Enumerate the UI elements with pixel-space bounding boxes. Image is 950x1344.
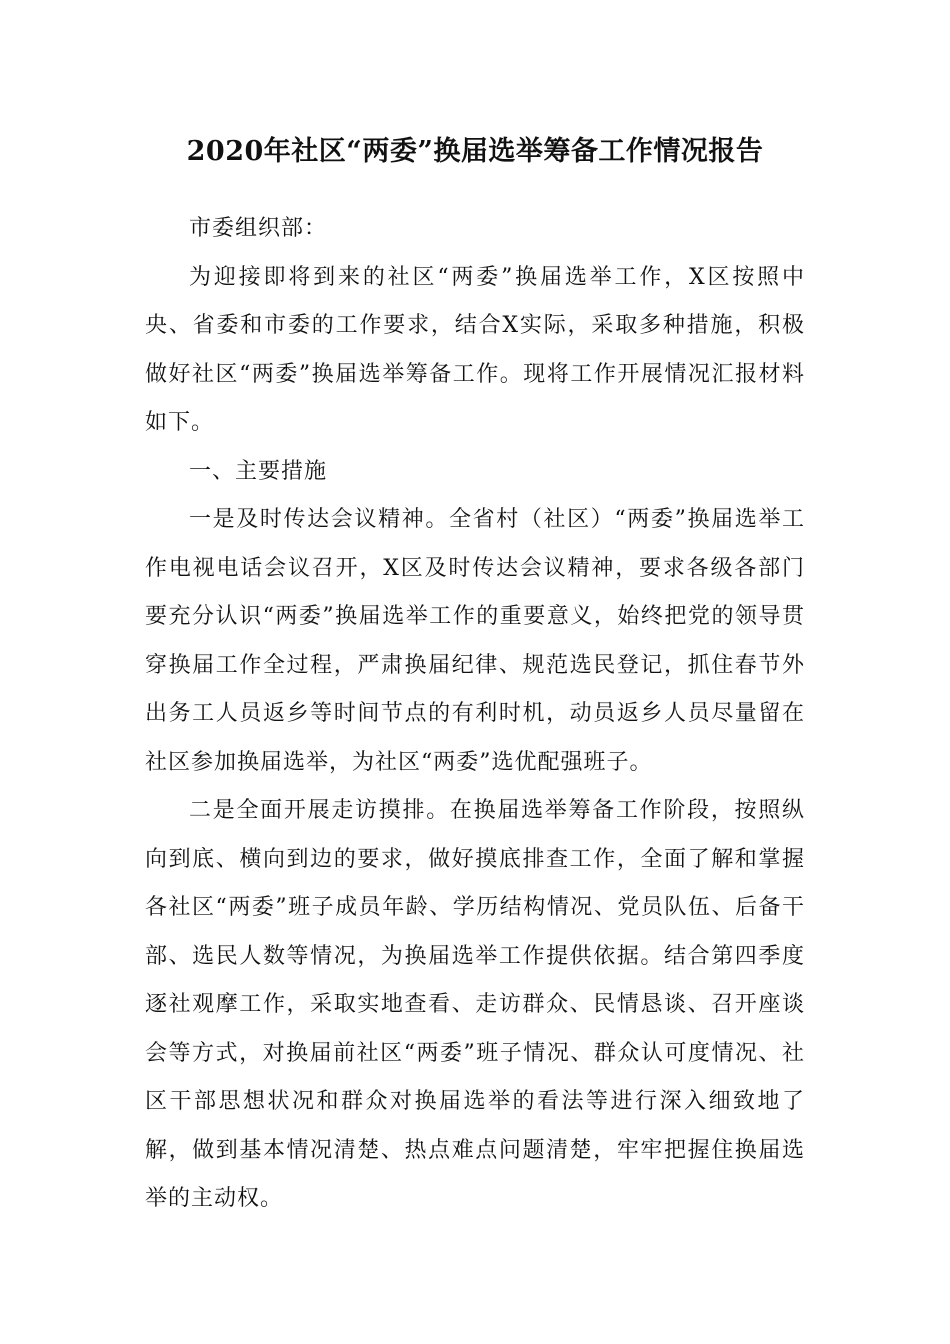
paragraph-measure-2: 二是全面开展走访摸排。在换届选举筹备工作阶段，按照纵向到底、横向到边的要求，做好摸底排查工作，全面了解和掌握各社区“两委”班子成员年龄、学历结构情况、党员队伍、后备干部、选民人数等情况，为换届选举工作提供依据。结合第四季度逐社观摩工作，采取实地查看、走访群众、民情恳谈、召开座谈会等方式，对换届前社区“两委”班子情况、群众认可度情况、社区干部思想状况和群众对换届选举的看法等进行深入细致地了解，做到基本情况清楚、热点难点问题清楚，牢牢把握住换届选举的主动权。: [145, 798, 805, 1211]
document-title: 2020年社区“两委”换届选举筹备工作情况报告: [186, 136, 764, 167]
paragraph-intro: 为迎接即将到来的社区“两委”换届选举工作，X区按照中央、省委和市委的工作要求，结合X实际，采取多种措施，积极做好社区“两委”换届选举筹备工作。现将工作开展情况汇报材料如下。: [145, 264, 805, 435]
salutation: 市委组织部：: [189, 216, 328, 241]
paragraph-measure-1: 一是及时传达会议精神。全省村（社区）“两委”换届选举工作电视电话会议召开，X区及时传达会议精神，要求各级各部门要充分认识“两委”换届选举工作的重要意义，始终把党的领导贯穿换届工作全过程，严肃换届纪律、规范选民登记，抓住春节外出务工人员返乡等时间节点的有利时机，动员返乡人员尽量留在社区参加换届选举，为社区“两委”选优配强班子。: [145, 507, 805, 775]
section-heading: 一、主要措施: [189, 458, 328, 484]
document-body: [145, 205, 805, 1224]
